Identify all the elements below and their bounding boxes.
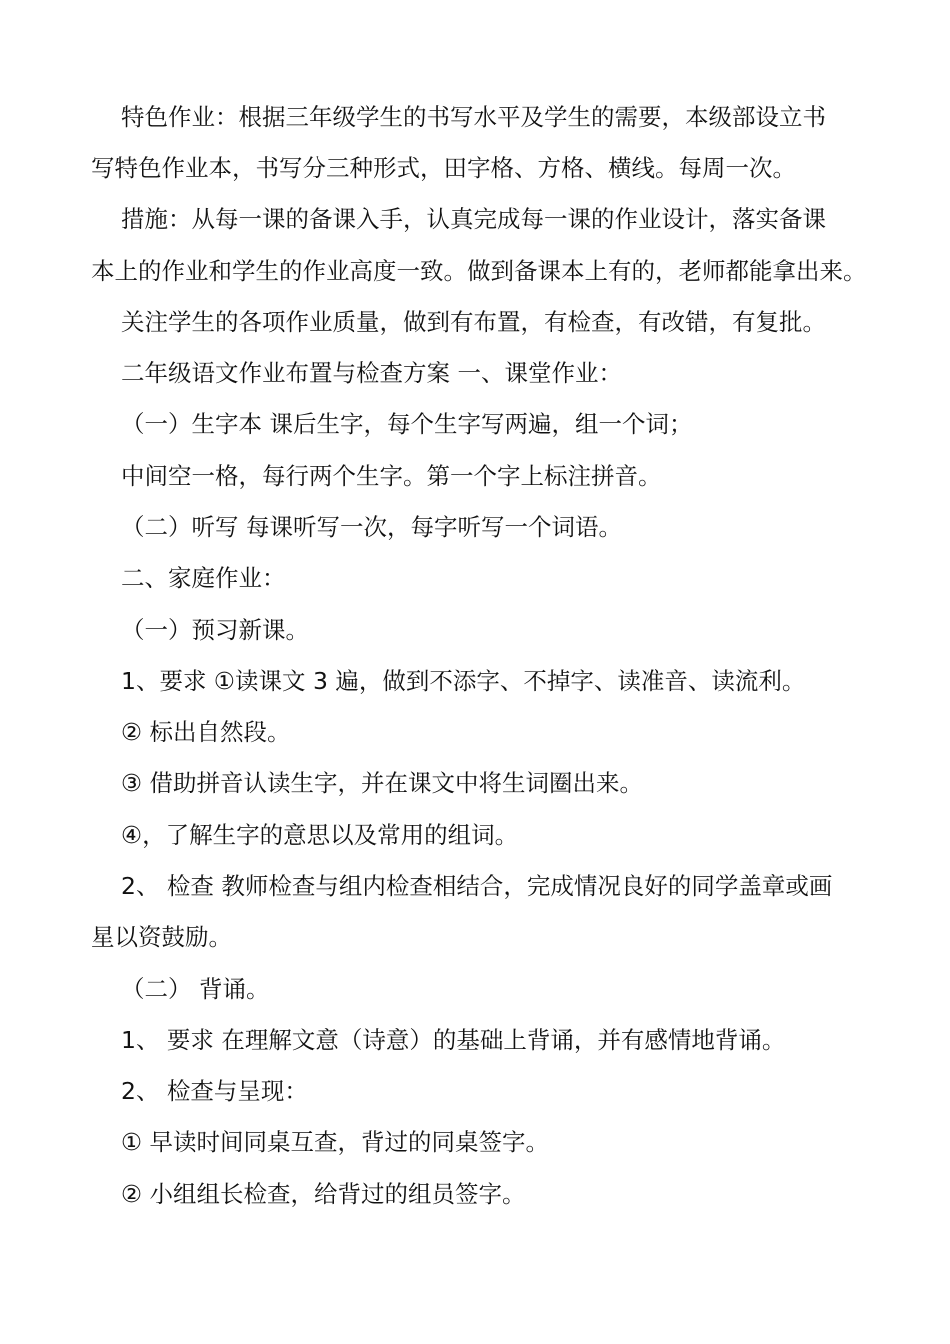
paragraph-line: ② 标出自然段。	[121, 718, 291, 746]
paragraph-line: 措施：从每一课的备课入手，认真完成每一课的作业设计，落实备课	[121, 205, 826, 233]
paragraph-line: 关注学生的各项作业质量，做到有布置，有检查，有改错，有复批。	[121, 308, 826, 336]
paragraph-line: 2、 检查 教师检查与组内检查相结合，完成情况良好的同学盖章或画	[121, 872, 833, 900]
paragraph-line: 中间空一格，每行两个生字。第一个字上标注拼音。	[121, 462, 662, 490]
subsection-heading: （二） 背诵。	[121, 975, 270, 1003]
paragraph-line: （一）生字本 课后生字，每个生字写两遍，组一个词；	[121, 410, 693, 438]
paragraph-line: 本上的作业和学生的作业高度一致。做到备课本上有的，老师都能拿出来。	[91, 257, 867, 285]
paragraph-line: 写特色作业本，书写分三种形式，田字格、方格、横线。每周一次。	[91, 154, 796, 182]
paragraph-line: ④，了解生字的意思以及常用的组词。	[121, 821, 519, 849]
paragraph-line: （二）听写 每课听写一次，每字听写一个词语。	[121, 513, 622, 541]
paragraph-line: ③ 借助拼音认读生字，并在课文中将生词圈出来。	[121, 769, 644, 797]
section-heading: 二、家庭作业：	[121, 564, 286, 592]
section-heading: 二年级语文作业布置与检查方案 一、课堂作业：	[121, 359, 622, 387]
paragraph-line: 星以资鼓励。	[91, 923, 232, 951]
paragraph-line: 特色作业：根据三年级学生的书写水平及学生的需要，本级部设立书	[121, 103, 826, 131]
paragraph-line: 2、 检查与呈现：	[121, 1077, 308, 1105]
paragraph-line: ② 小组组长检查，给背过的组员签字。	[121, 1180, 526, 1208]
paragraph-line: ① 早读时间同桌互查，背过的同桌签字。	[121, 1128, 550, 1156]
paragraph-line: 1、要求 ①读课文 3 遍，做到不添字、不掉字、读准音、读流利。	[121, 667, 806, 695]
subsection-heading: （一）预习新课。	[121, 616, 309, 644]
paragraph-line: 1、 要求 在理解文意（诗意）的基础上背诵，并有感情地背诵。	[121, 1026, 786, 1054]
